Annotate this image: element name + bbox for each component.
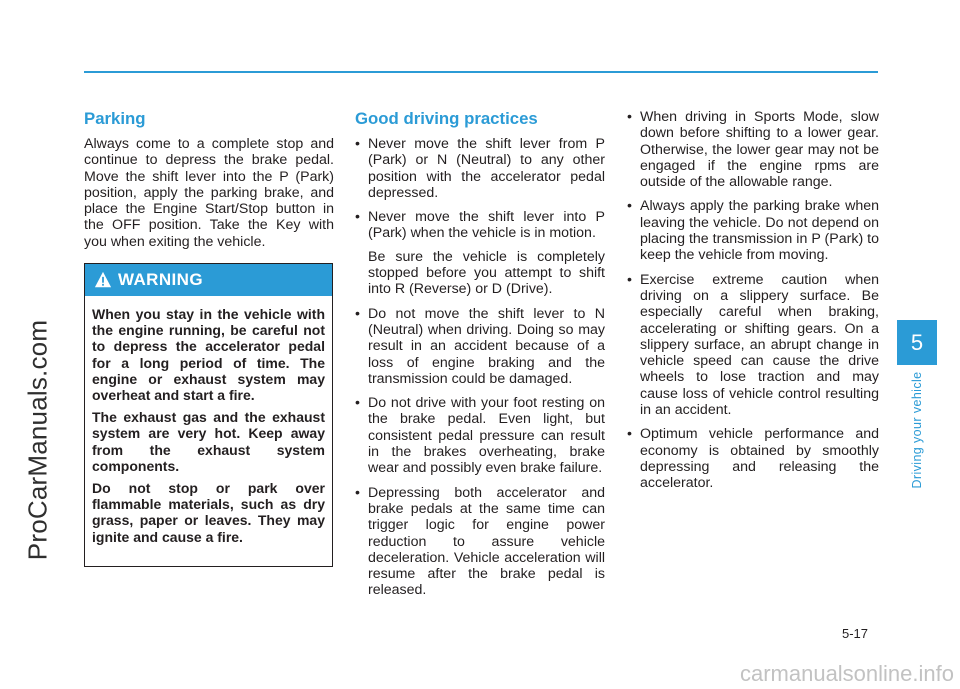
- list-item-note: Be sure the vehicle is completely stopped before you attempt to shift into R (Reverse) or D (Drive).: [368, 248, 605, 298]
- warning-label: WARNING: [118, 270, 203, 289]
- column-good-driving-continued: [627, 109, 879, 500]
- watermark-procarmanuals: ProCarManuals.com: [22, 319, 53, 561]
- warning-header: [85, 264, 332, 296]
- header-rule: [84, 71, 878, 73]
- list-item: • Do not drive with your foot resting on the brake pedal. Even light, but consistent pedal pressure can result in the brakes overheating, brake wear and possibly even brake failure.: [355, 395, 605, 476]
- page-number: 5-17: [842, 626, 869, 641]
- good-driving-heading: Good driving practices: [355, 109, 538, 128]
- warning-body: [85, 296, 332, 545]
- column-good-driving: [355, 109, 605, 607]
- parking-heading: Parking: [84, 109, 146, 128]
- list-item: • Always apply the parking brake when leaving the vehicle. Do not depend on placing the transmission in P (Park) to keep the vehicle from moving.: [627, 198, 879, 263]
- good-driving-list: [355, 136, 605, 599]
- list-item: • When driving in Sports Mode, slow down before shifting to a lower gear. Otherwise, the lower gear may not be engaged if the engine rpms are outside of the allowable range.: [627, 109, 879, 190]
- warning-box: [84, 263, 333, 567]
- warning-triangle-icon: [94, 271, 112, 289]
- chapter-tab: 5: [897, 320, 937, 365]
- list-item: • Do not move the shift lever to N (Neutral) when driving. Doing so may result in an accident because of a loss of engine braking and the transmission could be damaged.: [355, 306, 605, 387]
- list-item: • Never move the shift lever from P (Park) or N (Neutral) to any other position with the accelerator pedal depressed.: [355, 136, 605, 201]
- parking-text: Always come to a complete stop and continue to depress the brake pedal. Move the shift lever into the P (Park) position, apply the parking brake, and place the Engine Start/Stop button in the OFF position. Take the Key with you when exiting the vehicle.: [84, 136, 334, 250]
- column-parking: [84, 109, 334, 250]
- warning-paragraph: The exhaust gas and the exhaust system are very hot. Keep away from the exhaust system components.: [92, 409, 325, 474]
- good-driving-list-continued: [627, 109, 879, 492]
- list-item: • Optimum vehicle performance and economy is obtained by smoothly depressing and releasing the accelerator.: [627, 426, 879, 491]
- list-item: • Never move the shift lever into P (Park) when the vehicle is in motion. Be sure the vehicle is completely stopped before you attempt to shift into R (Reverse) or D (Drive).: [355, 209, 605, 297]
- watermark-carmanualsonline: carmanualsonline.info: [739, 661, 954, 686]
- warning-paragraph: When you stay in the vehicle with the engine running, be careful not to depress the accelerator pedal for a long period of time. The engine or exhaust system may overheat and start a fire.: [92, 306, 325, 404]
- chapter-title: Driving your vehicle: [910, 371, 924, 489]
- list-item: • Depressing both accelerator and brake pedals at the same time can trigger logic for engine power reduction to assure vehicle deceleration. Vehicle acceleration will resume after the brake pedal is released.: [355, 485, 605, 599]
- list-item: • Exercise extreme caution when driving on a slippery surface. Be especially careful when braking, accelerating or shifting gears. On a slippery surface, an abrupt change in vehicle speed can cause the drive wheels to lose traction and may cause loss of vehicle control resulting in an accident.: [627, 272, 879, 419]
- warning-paragraph: Do not stop or park over flammable materials, such as dry grass, paper or leaves. They may ignite and cause a fire.: [92, 480, 325, 545]
